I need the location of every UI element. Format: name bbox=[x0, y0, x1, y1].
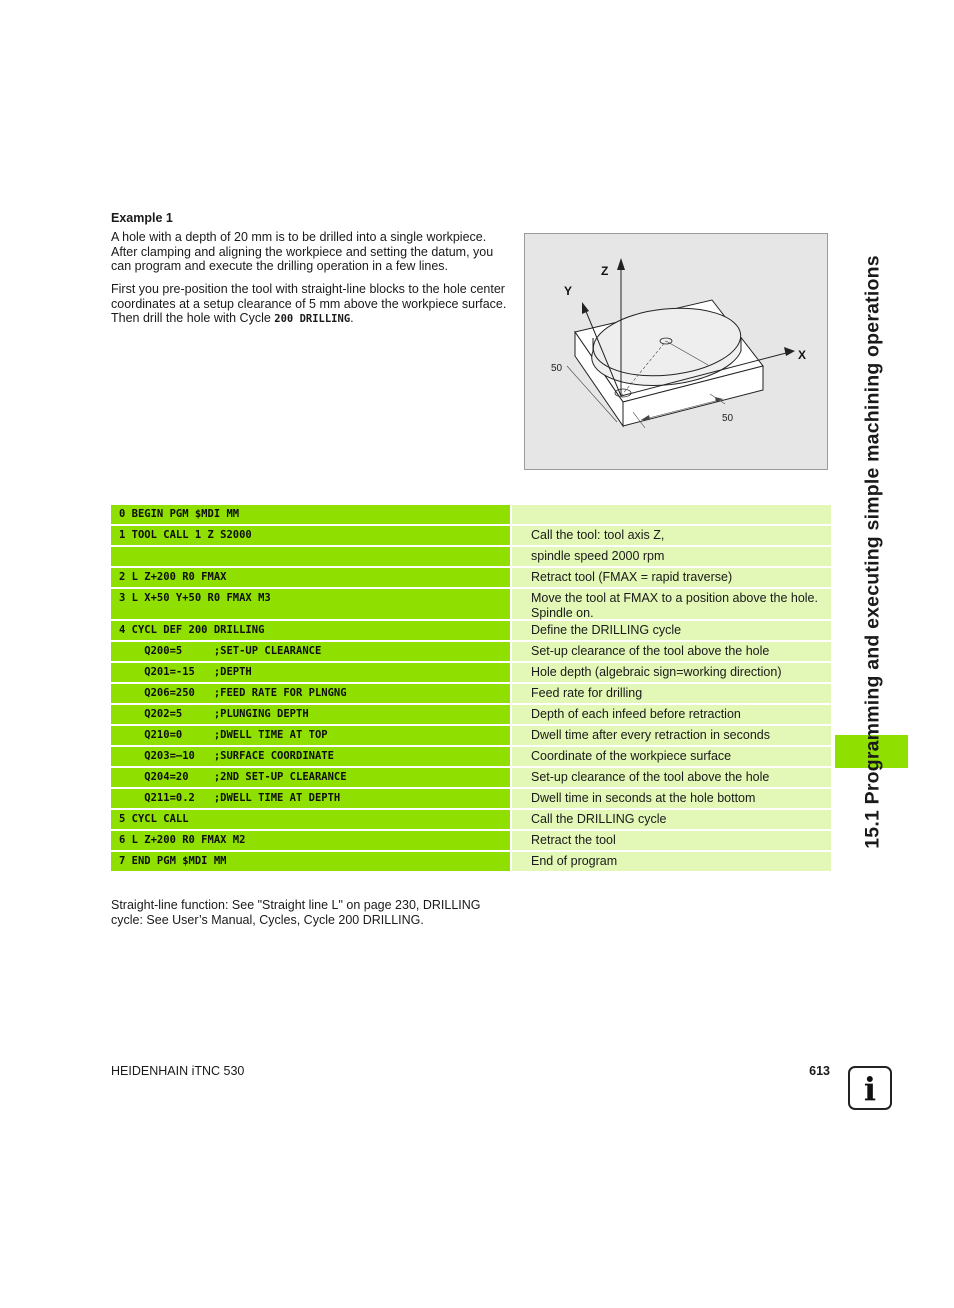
program-block-description: Dwell time in seconds at the hole bottom bbox=[512, 789, 831, 808]
program-row bbox=[111, 789, 831, 808]
program-row bbox=[111, 768, 831, 787]
procedure-end: . bbox=[350, 311, 354, 325]
program-block-description: spindle speed 2000 rpm bbox=[512, 547, 831, 566]
program-block-code: 1 TOOL CALL 1 Z S2000 bbox=[111, 526, 510, 545]
axis-label-x: X bbox=[798, 348, 807, 362]
workpiece-drawing bbox=[525, 234, 827, 469]
dimension-left: 50 bbox=[551, 363, 563, 374]
program-block-code: 2 L Z+200 R0 FMAX bbox=[111, 568, 510, 587]
program-row bbox=[111, 726, 831, 745]
footnote: Straight-line function: See "Straight line L" on page 230, DRILLING cycle: See User’s Manual, Cycles, Cycle 200 DRILLING. bbox=[111, 898, 481, 927]
procedure-text: First you pre-position the tool with straight-line blocks to the hole center coordinates at a setup clearance of 5 mm above the workpiece surface. Then drill the hole with Cycle bbox=[111, 282, 507, 325]
program-block-code: 3 L X+50 Y+50 R0 FMAX M3 bbox=[111, 589, 510, 619]
program-row bbox=[111, 505, 831, 524]
program-block-code: Q204=20 ;2ND SET-UP CLEARANCE bbox=[111, 768, 510, 787]
program-row bbox=[111, 852, 831, 871]
intro-paragraph: A hole with a depth of 20 mm is to be drilled into a single workpiece. After clamping and aligning the workpiece and setting the datum, you can program and execute the drilling operation in a few lines. bbox=[111, 230, 494, 273]
program-block-description: Retract the tool bbox=[512, 831, 831, 850]
program-row bbox=[111, 831, 831, 850]
program-row bbox=[111, 663, 831, 682]
dimension-right: 50 bbox=[722, 413, 734, 424]
program-block-description: Retract tool (FMAX = rapid traverse) bbox=[512, 568, 831, 587]
program-block-description: Hole depth (algebraic sign=working direction) bbox=[512, 663, 831, 682]
axis-label-y: Y bbox=[564, 284, 573, 298]
program-block-code: 0 BEGIN PGM $MDI MM bbox=[111, 505, 510, 524]
program-row bbox=[111, 526, 831, 545]
page-number: 613 bbox=[809, 1064, 830, 1078]
program-block-description bbox=[512, 505, 831, 524]
program-block-description: Coordinate of the workpiece surface bbox=[512, 747, 831, 766]
program-block-code: Q203=—10 ;SURFACE COORDINATE bbox=[111, 747, 510, 766]
program-block-description: Feed rate for drilling bbox=[512, 684, 831, 703]
axis-label-z: Z bbox=[601, 264, 609, 278]
program-block-description: Call the tool: tool axis Z, bbox=[512, 526, 831, 545]
program-row bbox=[111, 589, 831, 619]
program-row bbox=[111, 568, 831, 587]
cycle-code: 200 DRILLING bbox=[274, 313, 351, 325]
program-block-code: Q200=5 ;SET-UP CLEARANCE bbox=[111, 642, 510, 661]
program-block-code: Q201=-15 ;DEPTH bbox=[111, 663, 510, 682]
program-block-description: Call the DRILLING cycle bbox=[512, 810, 831, 829]
program-row bbox=[111, 705, 831, 724]
chapter-title-vertical: 15.1 Programming and executing simple machining operations bbox=[861, 255, 884, 849]
program-row bbox=[111, 810, 831, 829]
workpiece-figure bbox=[524, 233, 828, 470]
program-block-description: Set-up clearance of the tool above the hole bbox=[512, 642, 831, 661]
program-block-code: Q202=5 ;PLUNGING DEPTH bbox=[111, 705, 510, 724]
program-row bbox=[111, 547, 831, 566]
program-block-description: Dwell time after every retraction in seconds bbox=[512, 726, 831, 745]
nc-program-table bbox=[111, 505, 831, 873]
footer-product-name: HEIDENHAIN iTNC 530 bbox=[111, 1064, 245, 1078]
program-row bbox=[111, 747, 831, 766]
program-block-code: Q211=0.2 ;DWELL TIME AT DEPTH bbox=[111, 789, 510, 808]
program-row bbox=[111, 684, 831, 703]
program-block-code: Q210=0 ;DWELL TIME AT TOP bbox=[111, 726, 510, 745]
program-row bbox=[111, 642, 831, 661]
program-block-description: Move the tool at FMAX to a position above the hole. Spindle on. bbox=[512, 589, 831, 619]
program-block-code: Q206=250 ;FEED RATE FOR PLNGNG bbox=[111, 684, 510, 703]
example-heading: Example 1 bbox=[111, 211, 173, 225]
program-block-code: 7 END PGM $MDI MM bbox=[111, 852, 510, 871]
info-icon-glyph: i bbox=[863, 1070, 877, 1108]
program-block-description: Depth of each infeed before retraction bbox=[512, 705, 831, 724]
program-block-description: Set-up clearance of the tool above the hole bbox=[512, 768, 831, 787]
program-block-code: 4 CYCL DEF 200 DRILLING bbox=[111, 621, 510, 640]
program-block-description: Define the DRILLING cycle bbox=[512, 621, 831, 640]
program-block-code: 6 L Z+200 R0 FMAX M2 bbox=[111, 831, 510, 850]
program-row bbox=[111, 621, 831, 640]
procedure-paragraph bbox=[111, 282, 511, 327]
program-block-description: End of program bbox=[512, 852, 831, 871]
program-block-code: 5 CYCL CALL bbox=[111, 810, 510, 829]
info-icon bbox=[848, 1066, 892, 1110]
program-block-code bbox=[111, 547, 510, 566]
